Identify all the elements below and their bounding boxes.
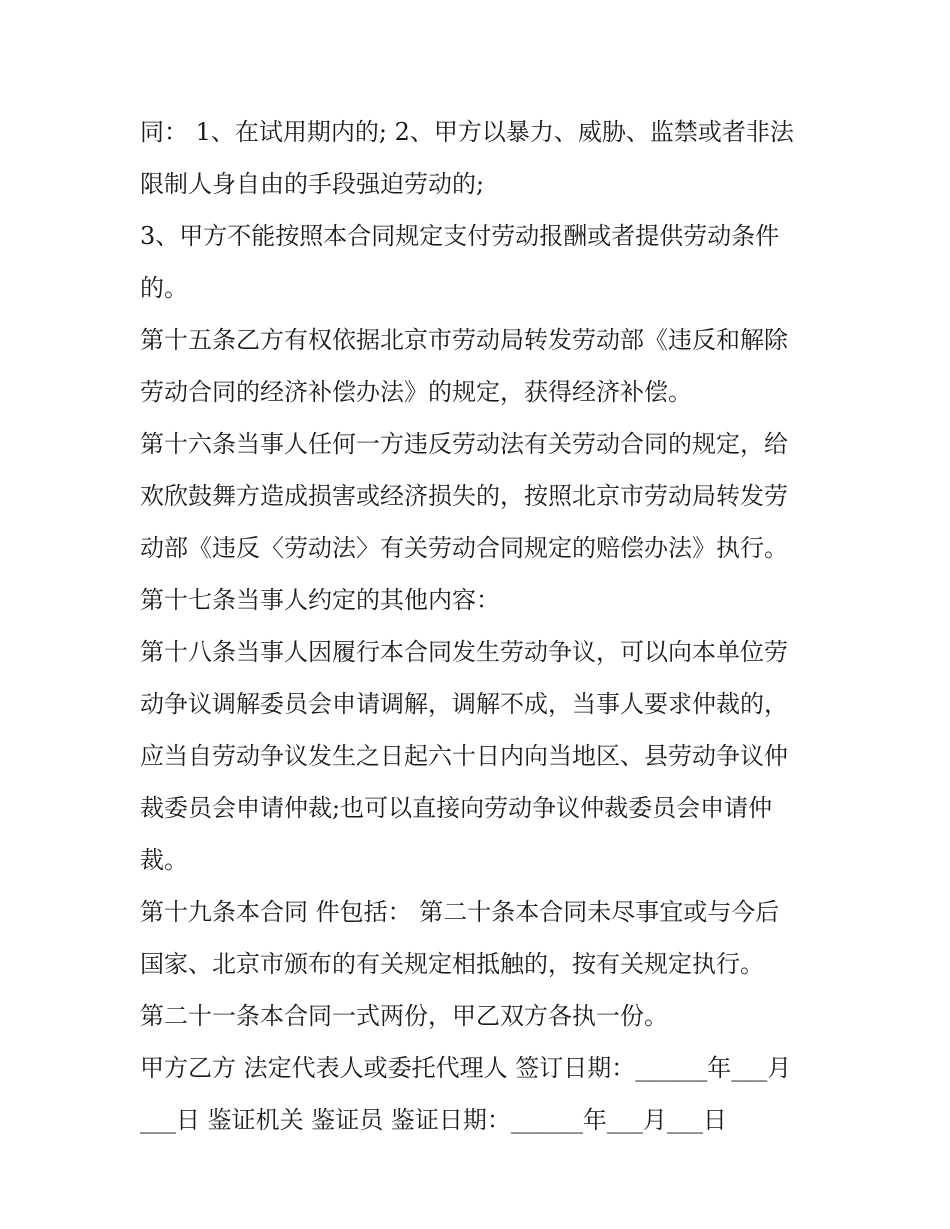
text-line: 欢欣鼓舞方造成损害或经济损失的，按照北京市劳动局转发劳 bbox=[140, 482, 788, 510]
text-line: 甲方乙方 法定代表人或委托代理人 签订日期：______年___月 bbox=[140, 1054, 792, 1082]
text-line: 应当自劳动争议发生之日起六十日内向当地区、县劳动争议仲 bbox=[140, 742, 788, 770]
text-line: 3、甲方不能按照本合同规定支付劳动报酬或者提供劳动条件 bbox=[140, 222, 780, 250]
text-line: 第十九条本合同 件包括： 第二十条本合同未尽事宜或与今后 bbox=[140, 898, 780, 926]
text-line: 国家、北京市颁布的有关规定相抵触的，按有关规定执行。 bbox=[140, 950, 764, 978]
text-line: 动争议调解委员会申请调解，调解不成，当事人要求仲裁的， bbox=[140, 690, 788, 718]
text-line: 限制人身自由的手段强迫劳动的; bbox=[140, 170, 485, 198]
text-line: 裁委员会申请仲裁;也可以直接向劳动争议仲裁委员会申请仲 bbox=[140, 794, 773, 822]
text-line: 同： 1、在试用期内的; 2、甲方以暴力、威胁、监禁或者非法 bbox=[140, 118, 794, 146]
contract-text-body bbox=[140, 106, 820, 1146]
text-line: 第十八条当事人因履行本合同发生劳动争议，可以向本单位劳 bbox=[140, 638, 788, 666]
text-line: 的。 bbox=[140, 274, 188, 302]
text-line: ___日 鉴证机关 鉴证员 鉴证日期：______年___月___日 bbox=[140, 1106, 727, 1134]
text-line: 动部《违反〈劳动法〉有关劳动合同规定的赔偿办法》执行。 bbox=[140, 534, 788, 562]
text-line: 裁。 bbox=[140, 846, 188, 874]
text-line: 第十五条乙方有权依据北京市劳动局转发劳动部《违反和解除 bbox=[140, 326, 788, 354]
text-line: 第十六条当事人任何一方违反劳动法有关劳动合同的规定，给 bbox=[140, 430, 788, 458]
text-line: 第二十一条本合同一式两份，甲乙双方各执一份。 bbox=[140, 1002, 668, 1030]
text-line: 第十七条当事人约定的其他内容： bbox=[140, 586, 500, 614]
text-line: 劳动合同的经济补偿办法》的规定，获得经济补偿。 bbox=[140, 378, 692, 406]
